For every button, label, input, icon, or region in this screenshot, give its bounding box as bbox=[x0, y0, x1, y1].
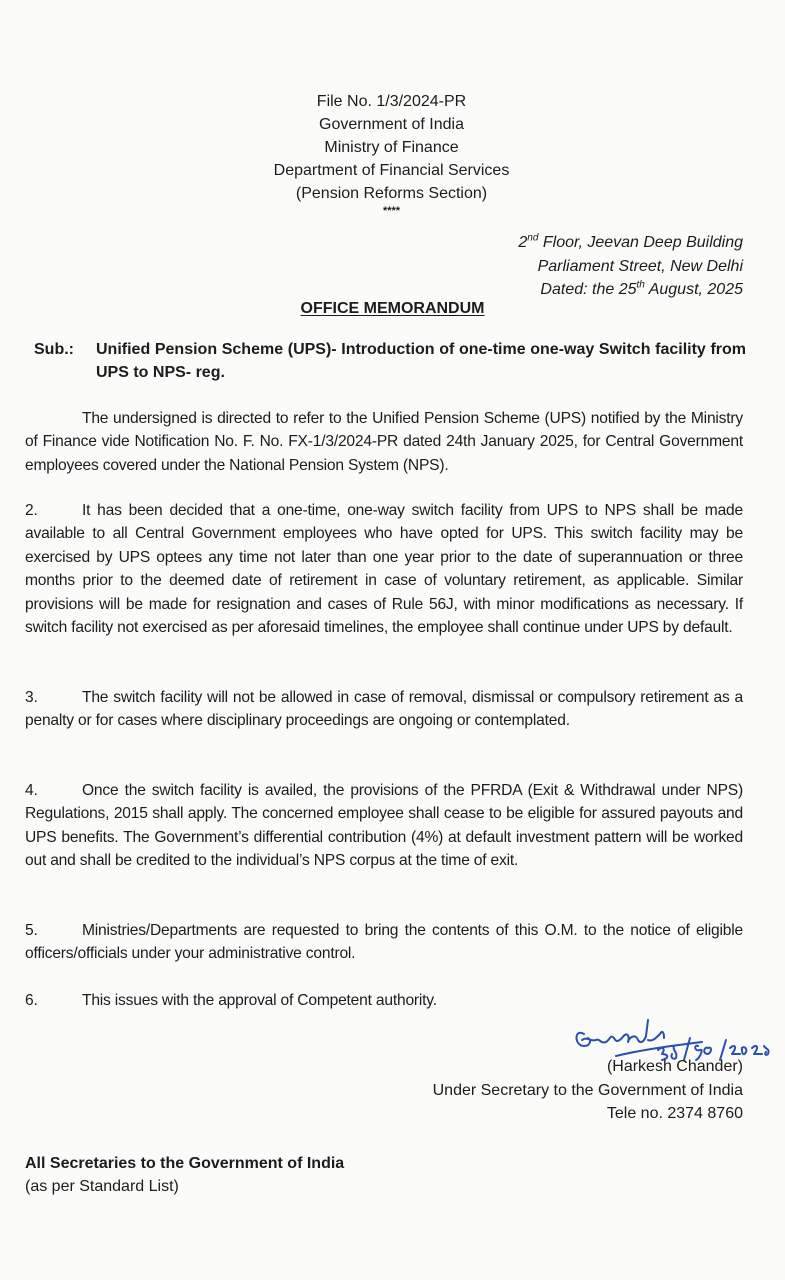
floor-ordinal: nd bbox=[527, 232, 539, 244]
paragraph-text: This issues with the approval of Competent authority. bbox=[82, 992, 437, 1009]
date-suffix: August, 2025 bbox=[644, 281, 743, 298]
subject-line bbox=[34, 338, 746, 384]
signatory-designation: Under Secretary to the Government of India bbox=[432, 1081, 743, 1099]
paragraph-number: 6. bbox=[25, 992, 38, 1009]
paragraph-number: 4. bbox=[25, 782, 38, 799]
paragraph-5 bbox=[25, 919, 743, 966]
paragraph-number: 3. bbox=[25, 689, 38, 706]
signatory-phone: Tele no. 2374 8760 bbox=[606, 1105, 743, 1122]
addressee-block bbox=[25, 1152, 344, 1198]
address-line-street: Parliament Street, New Delhi bbox=[537, 257, 743, 275]
document-date bbox=[518, 278, 743, 302]
floor-number: 2 bbox=[518, 234, 528, 251]
paragraph-1 bbox=[25, 407, 743, 477]
addressee-note: (as per Standard List) bbox=[25, 1178, 179, 1195]
paragraph-text: It has been decided that a one-time, one-way switch facility from UPS to NPS shall be made available to all Central Government employees who have opted for UPS. This switch facility may be exercised by UPS optees any time not later than one year prior to the date of superannuation or three months prior to the deemed date of retirement in case of voluntary retirement, as applicable. Similar provisions will be made for resignation and cases of Rule 56J, with minor modifications as necessary. If switch facility not exercised as per aforesaid timelines, the employee shall continue under UPS by default. bbox=[25, 502, 743, 637]
paragraph-2 bbox=[25, 499, 743, 639]
government-name: Government of India bbox=[319, 116, 464, 133]
paragraph-text: Ministries/Departments are requested to bring the contents of this O.M. to the notice of eligible officers/officials under your administrative control. bbox=[25, 922, 743, 963]
addressee-to: All Secretaries to the Government of India bbox=[25, 1155, 345, 1172]
paragraph-text: Once the switch facility is availed, the provisions of the PFRDA (Exit & Withdrawal under NPS) Regulations, 2015 shall apply. The concerned employee shall cease to be eligible for assured payouts and UPS benefits. The Government’s differential contribution (4%) at default investment pattern will be worked out and shall be credited to the individual’s NPS corpus at the time of exit. bbox=[25, 782, 743, 870]
section-name: (Pension Reforms Section) bbox=[295, 185, 488, 202]
paragraph-number: 5. bbox=[25, 922, 38, 939]
department-name: Department of Financial Services bbox=[273, 162, 510, 179]
letterhead bbox=[0, 90, 785, 217]
paragraph-3 bbox=[25, 686, 743, 733]
paragraph-6 bbox=[25, 989, 743, 1012]
building-name: Floor, Jeevan Deep Building bbox=[538, 234, 743, 251]
date-ordinal: th bbox=[636, 279, 645, 291]
document-title: OFFICE MEMORANDUM bbox=[300, 300, 485, 317]
subject-label: Sub.: bbox=[34, 341, 74, 358]
paragraph-number: 2. bbox=[25, 502, 38, 519]
signatory-block bbox=[433, 1055, 743, 1126]
paragraph-text: The undersigned is directed to refer to the Unified Pension Scheme (UPS) notified by the Ministry of Finance vide Notification No. F. No. FX-1/3/2024-PR dated 24th January 2025, for Central Government employees covered under the National Pension System (NPS). bbox=[25, 410, 743, 474]
subject-text: Unified Pension Scheme (UPS)- Introduction of one-time one-way Switch facility from UPS to NPS- reg. bbox=[96, 341, 746, 381]
ministry-name: Ministry of Finance bbox=[324, 139, 459, 156]
office-address bbox=[518, 231, 743, 302]
file-number: File No. 1/3/2024-PR bbox=[316, 93, 467, 110]
separator-stars: **** bbox=[382, 205, 401, 217]
date-prefix: Dated: the 25 bbox=[540, 281, 637, 298]
signatory-name: (Harkesh Chander) bbox=[606, 1058, 743, 1075]
address-line-floor bbox=[518, 231, 743, 255]
paragraph-4 bbox=[25, 779, 743, 873]
paragraph-text: The switch facility will not be allowed in case of removal, dismissal or compulsory retirement as a penalty or for cases where disciplinary proceedings are ongoing or contemplated. bbox=[25, 689, 743, 730]
